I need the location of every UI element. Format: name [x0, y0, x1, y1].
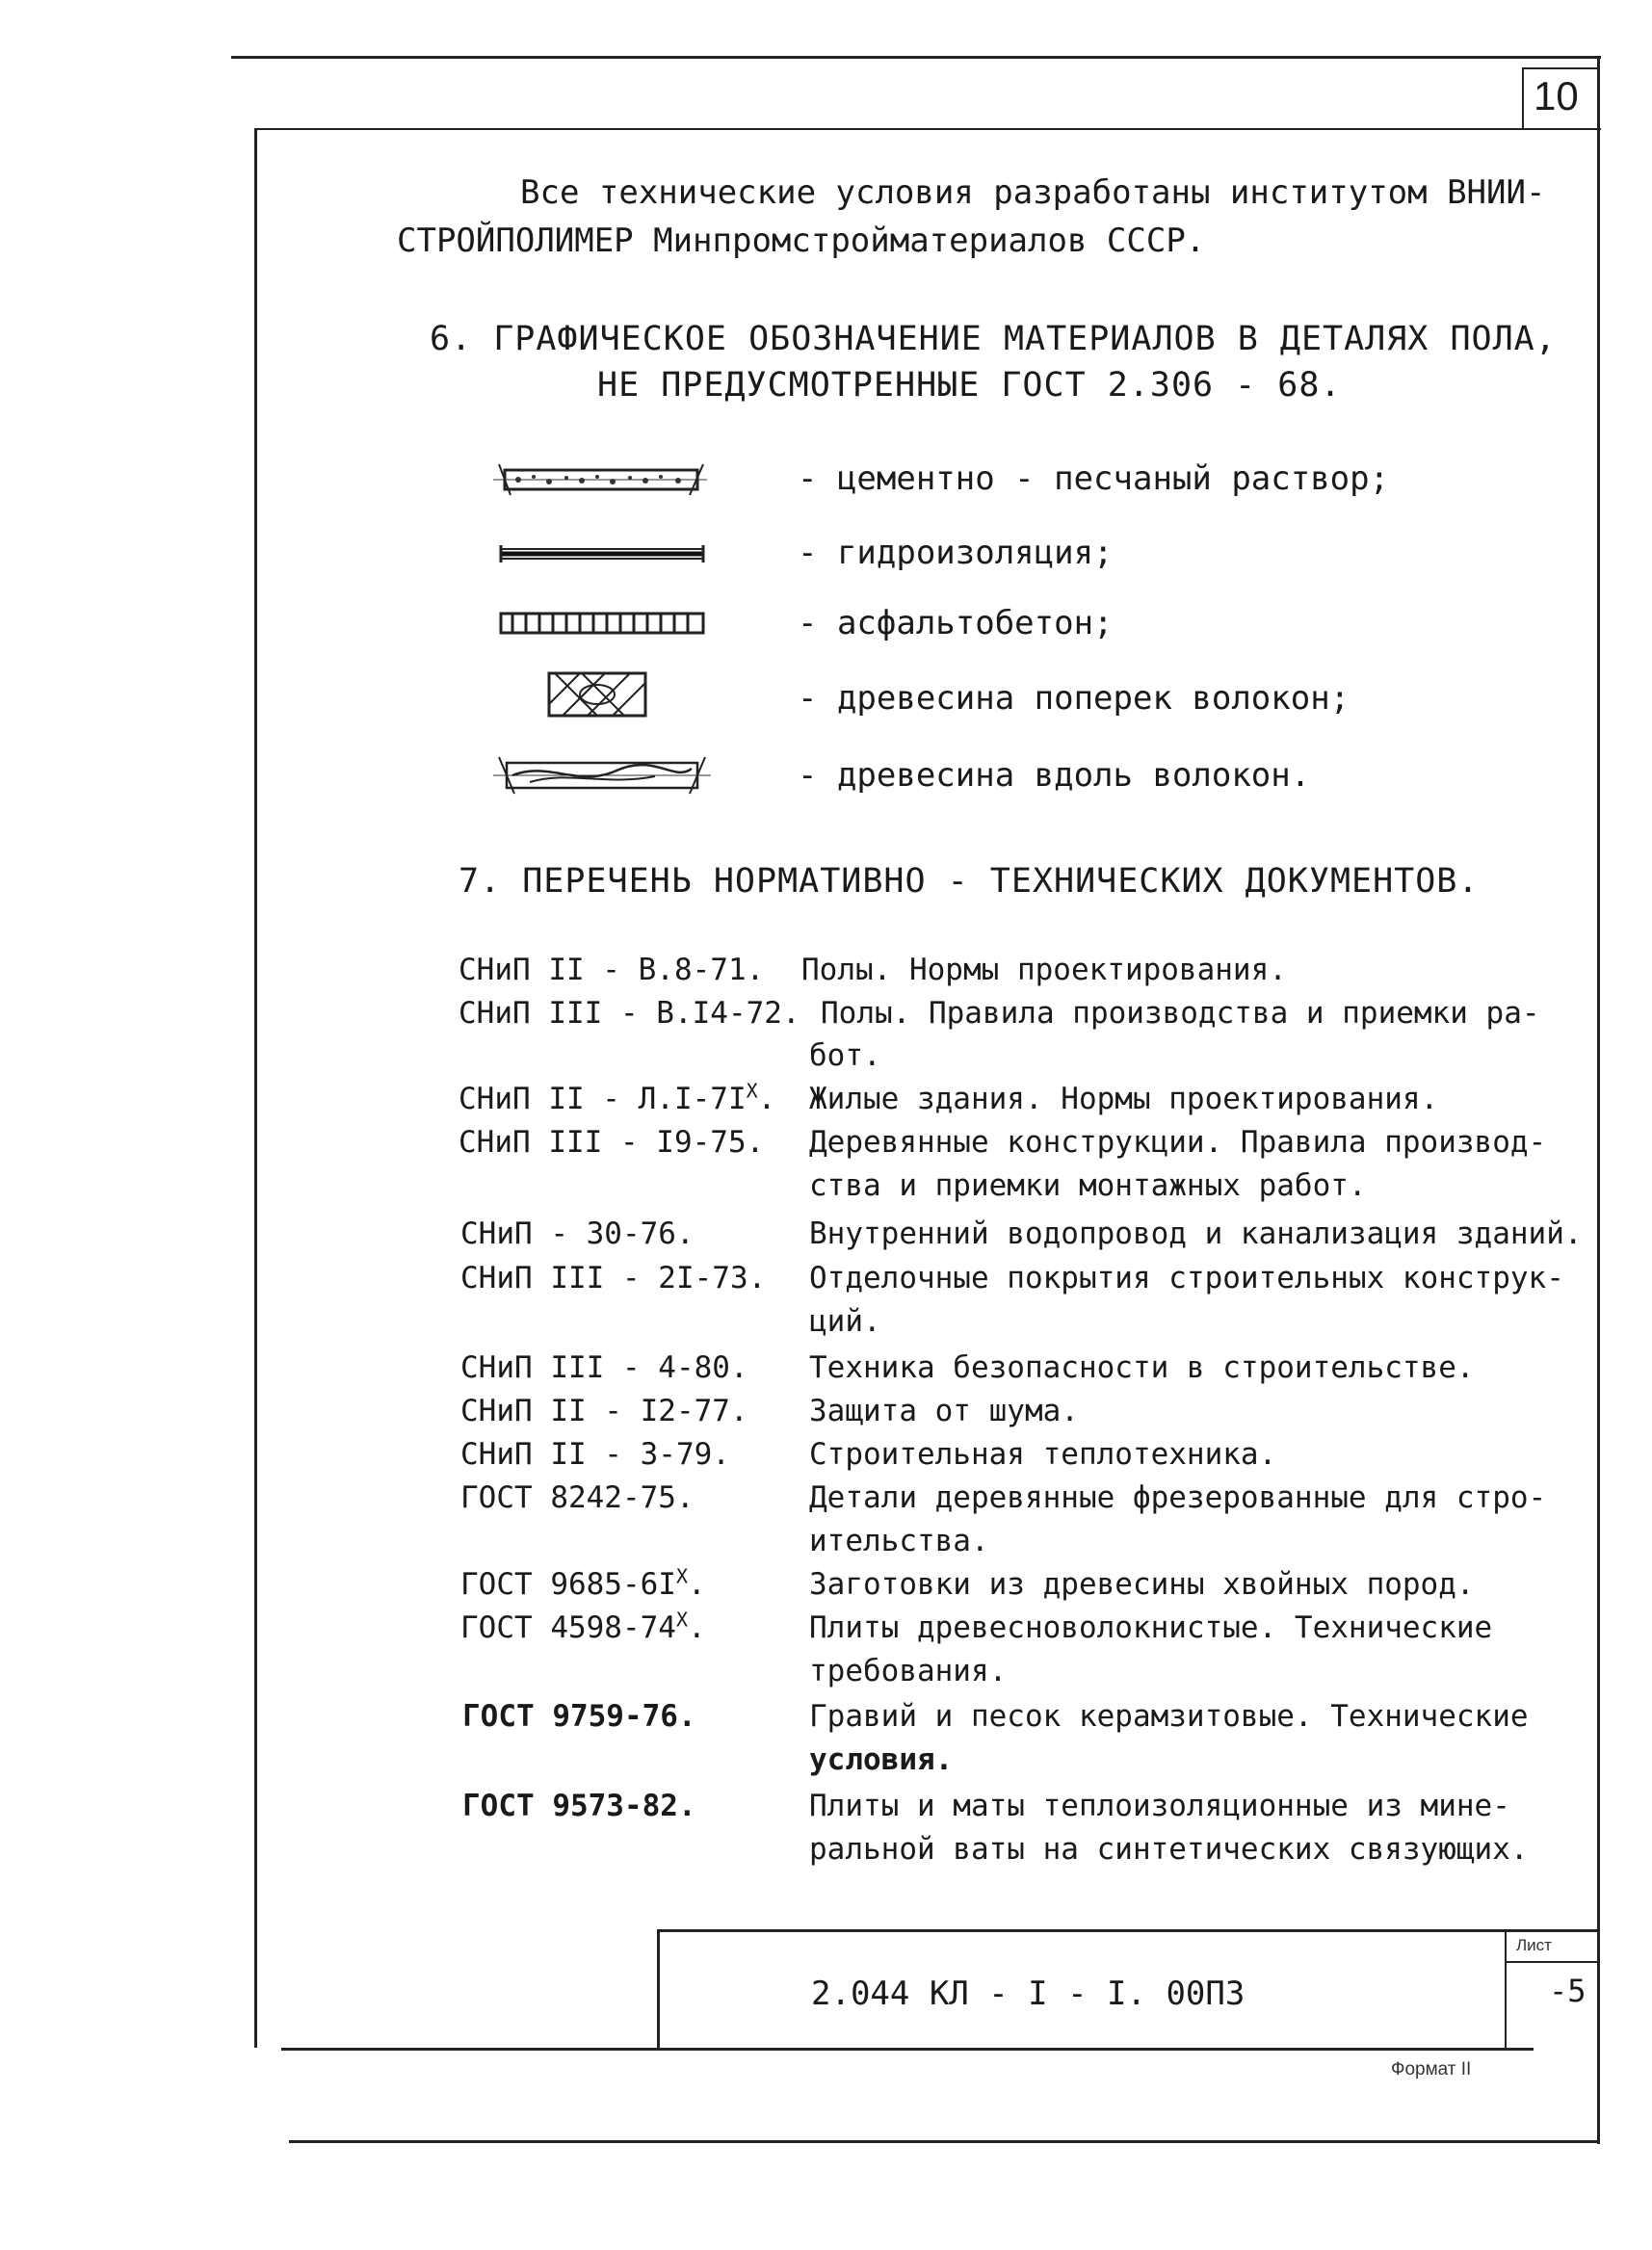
doc-desc: ства и приемки монтажных работ.	[809, 1168, 1367, 1203]
doc-code: СНиП II - В.8-71.	[459, 953, 765, 987]
section7-title: 7. ПЕРЕЧЕНЬ НОРМАТИВНО - ТЕХНИЧЕСКИХ ДОКУМЕНТОВ.	[459, 862, 1480, 901]
legend-label-1: - цементно - песчаный раствор;	[798, 459, 1390, 498]
top-border-line	[231, 56, 1601, 59]
section6-title-line-2: НЕ ПРЕДУСМОТРЕННЫЕ ГОСТ 2.306 - 68.	[597, 366, 1342, 405]
section6-title-line-1: 6. ГРАФИЧЕСКОЕ ОБОЗНАЧЕНИЕ МАТЕРИАЛОВ В ДЕТАЛЯХ ПОЛА,	[430, 320, 1557, 358]
doc-desc: Техника безопасности в строительстве.	[809, 1350, 1475, 1385]
doc-desc: ральной ваты на синтетических связующих.	[809, 1832, 1529, 1867]
doc-desc: Отделочные покрытия строительных конструк-	[809, 1261, 1564, 1295]
sheet-label: Лист	[1516, 1936, 1552, 1954]
doc-code: ГОСТ 9573-82.	[462, 1789, 696, 1823]
wood-cross-grain-hatch-icon	[545, 669, 649, 719]
doc-desc: Полы. Нормы проектирования.	[801, 953, 1287, 987]
doc-desc: Заготовки из древесины хвойных пород.	[809, 1567, 1475, 1602]
wood-along-grain-hatch-icon	[491, 753, 713, 798]
doc-desc: бот.	[809, 1038, 881, 1073]
doc-code: СНиП - 30-76.	[460, 1217, 695, 1251]
doc-code: СНиП III - 2I-73.	[460, 1261, 767, 1295]
doc-desc: условия.	[809, 1742, 954, 1777]
intro-line-1: Все технические условия разработаны институтом ВНИИ-	[520, 173, 1546, 212]
legend-label-4: - древесина поперек волокон;	[798, 679, 1350, 718]
legend-label-3: - асфальтобетон;	[798, 604, 1114, 642]
doc-desc: Внутренний водопровод и канализация зданий.	[809, 1217, 1583, 1251]
doc-desc: Деревянные конструкции. Правила производ-	[809, 1125, 1547, 1160]
sheet-value: -5	[1549, 1973, 1586, 2009]
page-bottom-line	[289, 2140, 1599, 2143]
doc-code: ГОСТ 9759-76.	[462, 1699, 696, 1734]
title-block-sheet-divider	[1505, 1961, 1597, 1963]
doc-desc: ительства.	[809, 1524, 989, 1558]
inner-top-border-line	[254, 128, 1601, 130]
doc-code: СНиП III - В.I4-72.	[459, 996, 800, 1031]
doc-desc: Полы. Правила производства и приемки ра-	[821, 996, 1540, 1031]
doc-desc: Гравий и песок керамзитовые. Технические	[809, 1699, 1529, 1734]
cement-sand-mortar-hatch-icon	[489, 460, 711, 499]
doc-desc: требования.	[809, 1654, 1008, 1688]
doc-desc: Детали деревянные фрезерованные для стро-	[809, 1480, 1547, 1515]
doc-code: СНиП II - 3-79.	[460, 1437, 730, 1472]
asphalt-concrete-hatch-icon	[497, 607, 709, 640]
doc-code: СНиП II - I2-77.	[460, 1394, 748, 1428]
intro-line-2: СТРОЙПОЛИМЕР Минпромстройматериалов СССР.	[397, 222, 1206, 260]
doc-code: ГОСТ $9685-6I^X$.	[460, 1564, 706, 1602]
doc-desc: Защита от шума.	[809, 1394, 1079, 1428]
doc-desc: Строительная теплотехника.	[809, 1437, 1277, 1472]
legend-label-2: - гидроизоляция;	[798, 534, 1114, 572]
doc-desc: Жилые здания. Нормы проектирования.	[809, 1082, 1439, 1116]
sheet-number: 10	[1534, 73, 1579, 118]
doc-code: ГОСТ $4598-74^X$.	[460, 1608, 706, 1645]
doc-desc: Плиты древесноволокнистые. Технические	[809, 1610, 1493, 1645]
doc-code: ГОСТ 8242-75.	[460, 1480, 695, 1515]
legend-label-5: - древесина вдоль волокон.	[798, 756, 1311, 795]
document-code: 2.044 КЛ - I - I. 00П3	[811, 1975, 1246, 2013]
left-border-line	[254, 128, 257, 2048]
doc-code: СНиП III - 4-80.	[460, 1350, 748, 1385]
doc-code: СНиП II - $Л.I-7I^X$.	[459, 1079, 776, 1116]
bottom-frame-line	[281, 2048, 1534, 2051]
doc-desc: ций.	[809, 1304, 881, 1339]
doc-desc: Плиты и маты теплоизоляционные из мине-	[809, 1789, 1510, 1823]
waterproofing-hatch-icon	[497, 539, 709, 568]
format-label: Формат II	[1391, 2059, 1472, 2080]
right-border-line	[1597, 56, 1600, 2144]
doc-code: СНиП III - I9-75.	[459, 1125, 765, 1160]
